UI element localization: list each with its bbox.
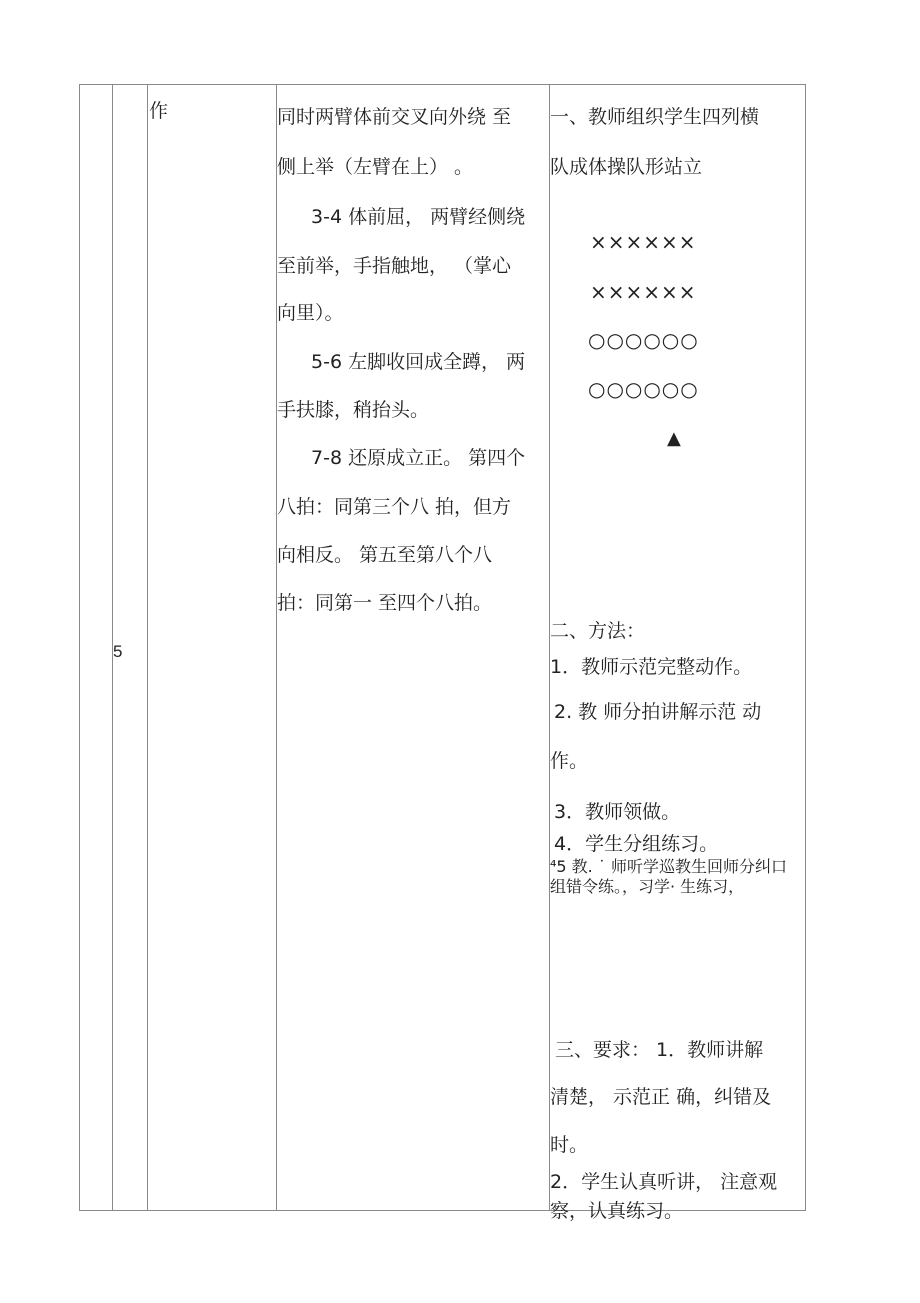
- method-item: 2. 教 师分拍讲解示范 动: [554, 701, 762, 723]
- table-column-blank: [80, 85, 113, 1210]
- formation-row-circle: ○○○○○○: [588, 328, 699, 352]
- method-overlap-line: 组错令练。，习学· 生练习，: [550, 877, 745, 896]
- content-line: 7-8 还原成立正。 第四个: [311, 447, 526, 469]
- requirements-line: 清楚， 示范正 确，纠错及: [550, 1086, 772, 1108]
- requirements-line: 察，认真练习。: [550, 1200, 684, 1222]
- content-line: 3-4 体前屈， 两臂经侧绕: [311, 206, 526, 228]
- method-item: 4．学生分组练习。: [554, 833, 719, 855]
- teacher-position-icon: ▲: [667, 428, 681, 449]
- organization-line: 一、教师组织学生四列横: [550, 106, 760, 128]
- method-overlap-line: ⁴5 教. ˙ 师听学巡教生回师分纠口: [550, 857, 787, 876]
- method-item: 1．教师示范完整动作。: [550, 656, 753, 678]
- content-line: 手扶膝，稍抬头。: [277, 399, 430, 421]
- content-line: 拍：同第一 至四个八拍。: [277, 592, 493, 614]
- content-line: 5-6 左脚收回成全蹲， 两: [311, 351, 526, 373]
- lesson-plan-table: [79, 84, 806, 1222]
- content-line: 至前举，手指触地， （掌心: [277, 255, 512, 277]
- content-line: 八拍：同第三个八 拍，但方: [277, 496, 512, 518]
- table-column-item: [148, 85, 277, 1210]
- table-column-number: [113, 85, 148, 1210]
- requirements-line: 时。: [550, 1134, 589, 1156]
- requirements-line: 2．学生认真听讲， 注意观: [550, 1171, 778, 1193]
- formation-row-cross: ××××××: [590, 280, 697, 304]
- content-line: 向相反。 第五至第八个八: [277, 544, 493, 566]
- method-item: 3．教师领做。: [554, 801, 681, 823]
- content-line: 侧上举（左臂在上） 。: [277, 156, 474, 178]
- method-heading: 二、方法：: [550, 620, 646, 642]
- content-line: 向里）。: [277, 302, 344, 324]
- formation-row-circle: ○○○○○○: [588, 377, 699, 401]
- formation-row-cross: ××××××: [590, 230, 697, 254]
- organization-line: 队成体操队形站立: [550, 156, 703, 178]
- table-column-content: [277, 85, 550, 1210]
- table-column-organization: [550, 85, 807, 1222]
- row-number: 5: [113, 642, 123, 661]
- content-line: 同时两臂体前交叉向外绕 至: [277, 106, 512, 128]
- requirements-heading: 三、要求： 1．教师讲解: [555, 1039, 764, 1061]
- item-name: 作: [149, 100, 169, 122]
- method-item: 作。: [550, 750, 589, 772]
